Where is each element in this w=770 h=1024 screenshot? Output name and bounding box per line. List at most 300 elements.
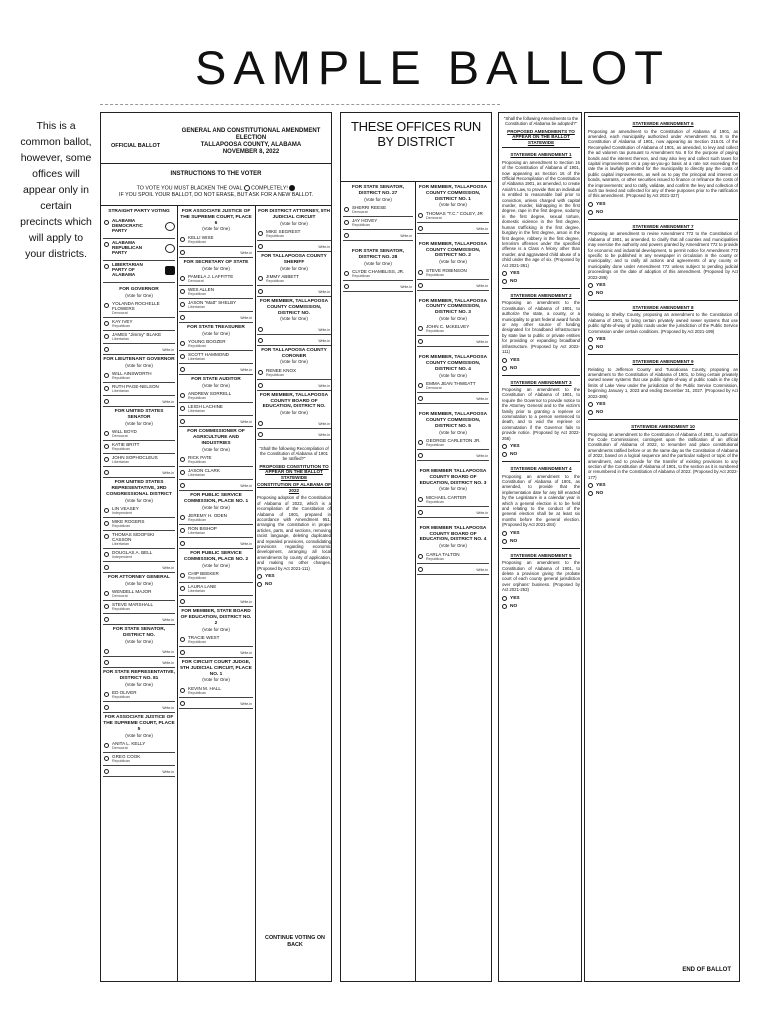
- amendment-body: Proposing an amendment to the Constitution of Alabama of 1901, to delete a provision giving the probate court of each county general jurisdiction over orphans' business. (Proposed by Act 2021-253): [502, 560, 580, 593]
- no-option[interactable]: [502, 279, 580, 284]
- vote-instruction: (Vote for One): [202, 226, 230, 232]
- write-in-label: Write-in: [318, 290, 330, 294]
- vote-oval[interactable]: [180, 406, 185, 411]
- vote-oval[interactable]: [588, 410, 593, 415]
- no-label: NO: [510, 452, 518, 458]
- candidate-party: Republican: [426, 499, 444, 504]
- vote-oval[interactable]: [104, 743, 109, 748]
- district-title: THESE OFFICES RUN BY DISTRICT: [351, 119, 481, 149]
- vote-oval[interactable]: [258, 289, 263, 294]
- vote-oval[interactable]: [104, 660, 109, 665]
- vote-oval[interactable]: [344, 207, 349, 212]
- vote-oval[interactable]: [180, 289, 185, 294]
- no-option[interactable]: [588, 410, 738, 415]
- vote-oval[interactable]: [180, 367, 185, 372]
- yes-option[interactable]: [502, 444, 580, 449]
- candidate-option[interactable]: [257, 273, 331, 286]
- write-in-option[interactable]: [417, 507, 489, 518]
- vote-oval[interactable]: [344, 271, 349, 276]
- write-in-label: Write-in: [318, 383, 330, 388]
- vote-oval[interactable]: [180, 250, 185, 255]
- vote-oval[interactable]: [104, 444, 109, 449]
- vote-oval[interactable]: [344, 220, 349, 225]
- write-in-option[interactable]: [179, 596, 253, 607]
- yes-label: YES: [596, 337, 606, 343]
- amendment: [588, 300, 738, 350]
- candidate-party: Republican: [426, 556, 444, 561]
- yes-option[interactable]: [502, 271, 580, 276]
- race-title: FOR MEMBER, TALLAPOOSA COUNTY COMMISSION, DISTRICT NO. 3: [418, 298, 488, 316]
- yes-option[interactable]: [588, 202, 738, 207]
- write-in-option[interactable]: [257, 286, 331, 297]
- candidate-option[interactable]: [343, 204, 413, 217]
- vote-oval[interactable]: [418, 440, 423, 445]
- vote-oval[interactable]: [104, 373, 109, 378]
- write-in-option[interactable]: [343, 281, 413, 292]
- candidate-option[interactable]: [103, 331, 175, 344]
- candidate-party: Republican: [112, 376, 130, 381]
- candidate-party: Democrat: [112, 594, 128, 599]
- write-in-option[interactable]: [179, 480, 253, 491]
- write-in-option[interactable]: [179, 647, 253, 658]
- candidate-option[interactable]: [103, 549, 175, 562]
- race-title: FOR STATE SENATOR, DISTRICT NO. 28: [351, 249, 405, 260]
- vote-oval[interactable]: [344, 233, 349, 238]
- vote-oval[interactable]: [104, 386, 109, 391]
- vote-oval[interactable]: [104, 604, 109, 609]
- candidate-option[interactable]: [417, 551, 489, 564]
- party-option[interactable]: [103, 261, 175, 283]
- vote-oval[interactable]: [104, 457, 109, 462]
- vote-oval[interactable]: [104, 756, 109, 761]
- no-option[interactable]: [588, 345, 738, 350]
- write-in-option[interactable]: [417, 450, 489, 461]
- race: [103, 715, 175, 777]
- yes-option[interactable]: [588, 283, 738, 288]
- candidate-option[interactable]: [179, 634, 253, 647]
- candidate-option[interactable]: [103, 753, 175, 766]
- vote-oval[interactable]: [258, 231, 263, 236]
- write-in-option[interactable]: [257, 335, 331, 346]
- no-option[interactable]: [588, 291, 738, 296]
- candidate-name: [426, 211, 483, 221]
- write-in-option[interactable]: [179, 538, 253, 549]
- vote-oval[interactable]: [344, 284, 349, 289]
- candidate-option[interactable]: [179, 403, 253, 416]
- amendment: [588, 116, 738, 215]
- vote-oval[interactable]: [258, 244, 263, 249]
- vote-oval[interactable]: [418, 497, 423, 502]
- empty-oval-icon: [244, 185, 250, 191]
- vote-instruction: (Vote for One): [280, 410, 308, 416]
- vote-oval[interactable]: [104, 347, 109, 352]
- vote-oval[interactable]: [180, 701, 185, 706]
- vote-oval[interactable]: [104, 617, 109, 622]
- candidate-option[interactable]: [343, 268, 413, 281]
- vote-oval[interactable]: [180, 354, 185, 359]
- vote-oval[interactable]: [418, 383, 423, 388]
- vote-oval[interactable]: [104, 521, 109, 526]
- write-in-label: Write-in: [162, 566, 174, 570]
- vote-oval[interactable]: [258, 370, 263, 375]
- vote-oval[interactable]: [104, 591, 109, 596]
- vote-instruction: (Vote for One): [202, 504, 230, 510]
- candidate-name: [112, 319, 133, 329]
- no-option[interactable]: [502, 604, 580, 609]
- write-in-label: Write-in: [162, 471, 174, 476]
- vote-oval[interactable]: [104, 334, 109, 339]
- candidate-option[interactable]: [417, 210, 489, 223]
- vote-oval[interactable]: [418, 326, 423, 331]
- candidate-name: [188, 513, 227, 523]
- race: [179, 551, 253, 607]
- vote-oval[interactable]: [104, 705, 109, 710]
- candidate-label: LIN VEASEY: [112, 506, 139, 511]
- yes-option[interactable]: [502, 358, 580, 363]
- vote-instruction: (Vote for One): [125, 732, 153, 738]
- candidate-name: [112, 455, 158, 465]
- vote-oval[interactable]: [104, 552, 109, 557]
- vote-instruction: (Vote for One): [202, 330, 230, 336]
- candidate-party: Libertarian: [188, 531, 205, 536]
- write-in-option[interactable]: [257, 241, 331, 252]
- amendment-body: Relating to Jefferson County and Tuscaloosa County, proposing an amendment to the Constitution of Alabama of 1901, to bring certain privately owned sewer systems that use public rights-of-way of public roads in the city limits of Lake View under the jurisdiction of the Public Service Commission, beginning January 1, 2023 and ending December 31, 2027. (Proposed by Act 2022-386): [588, 366, 738, 399]
- vote-oval[interactable]: [180, 599, 185, 604]
- candidate-label: THOMAS "T.C." COLEY, JR: [426, 210, 483, 216]
- candidate-label: THOMAS SIDOFSKI CASSON: [112, 532, 155, 542]
- candidate-option[interactable]: [103, 428, 175, 441]
- vote-oval[interactable]: [418, 396, 423, 401]
- vote-oval[interactable]: [104, 303, 109, 308]
- vote-oval[interactable]: [418, 453, 423, 458]
- vote-oval[interactable]: [104, 649, 109, 654]
- candidate-label: JOHN C. McKELVEY: [426, 324, 470, 330]
- vote-oval[interactable]: [502, 279, 507, 284]
- write-in-option[interactable]: [417, 280, 489, 291]
- candidate-name: [112, 506, 139, 516]
- vote-oval[interactable]: [502, 358, 507, 363]
- write-in-option[interactable]: [179, 312, 253, 323]
- continue-voting-label: CONTINUE VOTING ON BACK: [265, 935, 325, 948]
- write-in-option[interactable]: [179, 416, 253, 427]
- vote-oval[interactable]: [418, 283, 423, 288]
- vote-oval[interactable]: [104, 220, 109, 225]
- vote-oval[interactable]: [588, 491, 593, 496]
- vote-oval[interactable]: [104, 399, 109, 404]
- candidate-option[interactable]: [179, 351, 253, 364]
- candidate-option[interactable]: [417, 267, 489, 280]
- yes-label: YES: [510, 595, 520, 601]
- party-option[interactable]: [103, 217, 175, 239]
- candidate-option[interactable]: [179, 390, 253, 403]
- candidate-party: Libertarian: [188, 409, 205, 414]
- vote-oval[interactable]: [588, 291, 593, 296]
- write-in-label: Write-in: [476, 567, 488, 572]
- candidate-option[interactable]: [103, 383, 175, 396]
- write-in-option[interactable]: [103, 344, 175, 355]
- candidate-option[interactable]: [179, 338, 253, 351]
- vote-oval[interactable]: [588, 283, 593, 288]
- candidate-party: Republican: [266, 372, 284, 377]
- candidate-party: Republican: [188, 640, 206, 644]
- write-in-option[interactable]: [417, 336, 489, 347]
- write-in-option[interactable]: [103, 562, 175, 573]
- candidate-option[interactable]: [179, 299, 253, 312]
- instruction-line-1b: COMPLETELY!: [251, 185, 288, 192]
- divider: [177, 205, 178, 981]
- vote-oval[interactable]: [502, 596, 507, 601]
- write-in-option[interactable]: [417, 393, 489, 404]
- candidate-option[interactable]: [103, 518, 175, 531]
- district-race: [417, 526, 489, 575]
- candidate-option[interactable]: [103, 588, 175, 601]
- candidate-option[interactable]: [103, 441, 175, 454]
- candidate-option[interactable]: [103, 454, 175, 467]
- ballot-main: [100, 112, 332, 982]
- vote-oval[interactable]: [180, 541, 185, 546]
- vote-oval[interactable]: [104, 431, 109, 436]
- vote-oval[interactable]: [104, 470, 109, 475]
- vote-oval[interactable]: [104, 565, 109, 570]
- write-in-option[interactable]: [257, 418, 331, 429]
- candidate-label: WILL AINSWORTH: [112, 371, 152, 377]
- vote-oval[interactable]: [258, 338, 263, 343]
- write-in-option[interactable]: [103, 467, 175, 478]
- vote-oval[interactable]: [180, 483, 185, 488]
- race: [179, 493, 253, 549]
- vote-oval[interactable]: [418, 510, 423, 515]
- write-in-option[interactable]: [343, 230, 413, 241]
- no-option[interactable]: [588, 210, 738, 215]
- candidate-option[interactable]: [257, 228, 331, 241]
- vote-oval[interactable]: [258, 276, 263, 281]
- candidate-option[interactable]: [179, 570, 253, 583]
- vote-oval[interactable]: [588, 202, 593, 207]
- no-option[interactable]: [502, 539, 580, 544]
- candidate-option[interactable]: [179, 685, 253, 698]
- district-race: [417, 412, 489, 461]
- candidate-option[interactable]: [257, 367, 331, 380]
- amendment-body: Proposing an amendment to the Constitution of Alabama of 1901, to authorize the state, a county, or a municipality to grant federal award funds or any other source of funding designated for broadband infrastructure by state law to public or private entities for providing or expanding broadband infrastructure. (Proposed by Act 2022-111): [502, 300, 580, 355]
- vote-oval[interactable]: [104, 321, 109, 326]
- vote-oval[interactable]: [180, 586, 185, 591]
- vote-oval[interactable]: [180, 419, 185, 424]
- vote-oval[interactable]: [258, 383, 263, 388]
- candidate-option[interactable]: [103, 531, 175, 549]
- vote-instruction: (Vote for One): [364, 196, 392, 202]
- write-in-option[interactable]: [103, 766, 175, 777]
- vote-oval[interactable]: [502, 366, 507, 371]
- vote-oval[interactable]: [104, 508, 109, 513]
- race-title: FOR MEMBER, TALLAPOOSA COUNTY COMMISSION, DISTRICT NO. 2: [418, 241, 488, 259]
- candidate-option[interactable]: [417, 323, 489, 336]
- candidate-option[interactable]: [179, 454, 253, 467]
- vote-oval[interactable]: [418, 226, 423, 231]
- vote-oval[interactable]: [180, 637, 185, 642]
- candidate-option[interactable]: [179, 467, 253, 480]
- race: [257, 299, 331, 346]
- write-in-option[interactable]: [103, 646, 175, 657]
- candidate-label: TRACIE WEST: [188, 635, 220, 640]
- vote-oval[interactable]: [588, 483, 593, 488]
- yes-option[interactable]: [588, 337, 738, 342]
- candidate-label: RUTH PAGE-NELSON: [112, 384, 159, 390]
- vote-oval[interactable]: [104, 692, 109, 697]
- vote-oval[interactable]: [418, 339, 423, 344]
- candidate-party: Republican: [188, 344, 206, 349]
- race: [103, 287, 175, 355]
- yes-label: YES: [510, 357, 520, 363]
- candidate-label: DOUGLAS A. BELL: [112, 550, 153, 555]
- recompilation-title: PROPOSED CONSTITUTION TO APPEAR ON THE BALLOT STATEWIDE: [259, 463, 329, 480]
- candidate-party: Democrat: [426, 215, 442, 220]
- write-in-option[interactable]: [179, 364, 253, 375]
- candidate-option[interactable]: [103, 318, 175, 331]
- write-in-label: Write-in: [476, 226, 488, 231]
- vote-oval[interactable]: [180, 515, 185, 520]
- vote-oval[interactable]: [104, 534, 109, 539]
- candidate-option[interactable]: [343, 217, 413, 230]
- candidate-option[interactable]: [179, 234, 253, 247]
- candidate-label: JEREMY H. ODEN: [188, 513, 227, 519]
- no-option[interactable]: [588, 491, 738, 496]
- write-in-label: Write-in: [318, 245, 330, 249]
- vote-oval[interactable]: [104, 242, 109, 247]
- vote-oval[interactable]: [588, 337, 593, 342]
- vote-instruction: (Vote for One): [439, 429, 467, 435]
- yes-option[interactable]: [257, 574, 331, 579]
- vote-oval[interactable]: [258, 421, 263, 426]
- race-title: FOR MEMBER, TALLAPOOSA COUNTY COMMISSION, DISTRICT NO. 5: [418, 412, 488, 429]
- candidate-option[interactable]: [103, 601, 175, 614]
- vote-oval[interactable]: [180, 302, 185, 307]
- vote-oval[interactable]: [180, 276, 185, 281]
- vote-oval[interactable]: [418, 554, 423, 559]
- no-option[interactable]: [502, 452, 580, 457]
- write-in-option[interactable]: [103, 396, 175, 407]
- vote-oval[interactable]: [588, 402, 593, 407]
- vote-oval[interactable]: [258, 327, 263, 332]
- write-in-option[interactable]: [179, 247, 253, 258]
- write-in-option[interactable]: [417, 564, 489, 575]
- candidate-label: ANDREW SORRELL: [188, 391, 232, 397]
- vote-oval[interactable]: [502, 444, 507, 449]
- yes-option[interactable]: [588, 402, 738, 407]
- rooster-emblem-icon: [165, 222, 175, 231]
- candidate-option[interactable]: [417, 380, 489, 393]
- vote-oval[interactable]: [180, 528, 185, 533]
- vote-oval[interactable]: [180, 315, 185, 320]
- vote-oval[interactable]: [180, 573, 185, 578]
- candidate-option[interactable]: [179, 583, 253, 596]
- amendment-title: STATEWIDE AMENDMENT 8: [632, 304, 694, 310]
- race: [257, 393, 331, 440]
- vote-oval[interactable]: [180, 237, 185, 242]
- vote-oval[interactable]: [258, 432, 263, 437]
- no-label: NO: [510, 278, 518, 284]
- candidate-party: Republican: [112, 607, 130, 612]
- vote-oval[interactable]: [180, 457, 185, 462]
- vote-oval[interactable]: [502, 539, 507, 544]
- vote-oval[interactable]: [180, 393, 185, 398]
- no-option[interactable]: [257, 582, 331, 587]
- vote-oval[interactable]: [418, 567, 423, 572]
- candidate-option[interactable]: [417, 494, 489, 507]
- candidate-option[interactable]: [103, 370, 175, 383]
- vote-oval[interactable]: [502, 604, 507, 609]
- write-in-option[interactable]: [257, 380, 331, 391]
- write-in-label: Write-in: [318, 421, 330, 426]
- vote-oval[interactable]: [257, 574, 262, 579]
- write-in-label: Write-in: [476, 340, 488, 345]
- yes-option[interactable]: [502, 596, 580, 601]
- write-in-label: Write-in: [162, 650, 174, 655]
- vote-oval[interactable]: [180, 650, 185, 655]
- candidate-name: [112, 532, 175, 547]
- candidate-option[interactable]: [179, 512, 253, 525]
- write-in-option[interactable]: [103, 614, 175, 625]
- write-in-option[interactable]: [179, 698, 253, 709]
- race: [103, 409, 175, 478]
- vote-oval[interactable]: [418, 213, 423, 218]
- candidate-option[interactable]: [103, 300, 175, 318]
- no-label: NO: [510, 365, 518, 371]
- vote-instruction: (Vote for One): [280, 316, 308, 322]
- candidate-option[interactable]: [417, 437, 489, 450]
- candidate-name: [426, 552, 460, 562]
- no-option[interactable]: [502, 366, 580, 371]
- candidate-party: Republican: [112, 324, 130, 328]
- vote-oval[interactable]: [502, 452, 507, 457]
- vote-oval[interactable]: [104, 264, 109, 269]
- write-in-option[interactable]: [103, 702, 175, 713]
- candidate-label: STEVE MARSHALL: [112, 602, 154, 608]
- vote-oval[interactable]: [104, 769, 109, 774]
- candidate-party: Republican: [266, 234, 284, 238]
- candidate-option[interactable]: [103, 689, 175, 702]
- write-in-label: Write-in: [400, 285, 412, 289]
- candidate-party: Republican: [188, 690, 206, 695]
- candidate-option[interactable]: [103, 505, 175, 518]
- candidate-option[interactable]: [179, 525, 253, 538]
- vote-oval[interactable]: [588, 345, 593, 350]
- vote-oval[interactable]: [180, 341, 185, 346]
- candidate-party: Independent: [112, 511, 132, 515]
- candidate-option[interactable]: [179, 286, 253, 299]
- write-in-option[interactable]: [257, 429, 331, 440]
- yes-option[interactable]: [588, 483, 738, 488]
- write-in-option[interactable]: [103, 657, 175, 668]
- yes-option[interactable]: [502, 531, 580, 536]
- vote-oval[interactable]: [502, 271, 507, 276]
- vote-oval[interactable]: [180, 470, 185, 475]
- party-option[interactable]: [103, 239, 175, 261]
- vote-instruction: (Vote for One): [202, 626, 230, 632]
- vote-oval[interactable]: [257, 582, 262, 587]
- constitution-body: Proposing adoption of the Constitution of Alabama of 2022, which is a recompilation of the Constitution of Alabama of 1901, prepared in accordance with Amendment 951, arranging the constitution in proper articles, parts, and sections, removing racist language, deleting duplicated and repealed provisions, consolidating provisions regarding economic development, arranging all local amendments by county of application, and making no other changes. (Proposed by Act 2021-111): [257, 495, 331, 571]
- vote-oval[interactable]: [502, 531, 507, 536]
- candidate-name: [188, 526, 217, 536]
- vote-oval[interactable]: [588, 210, 593, 215]
- candidate-option[interactable]: [103, 740, 175, 753]
- amendments-panel-1: [498, 112, 582, 982]
- vote-oval[interactable]: [418, 270, 423, 275]
- vote-oval[interactable]: [180, 688, 185, 693]
- race-title: FOR ASSOCIATE JUSTICE OF THE SUPREME COURT, PLACE 6: [180, 209, 252, 226]
- write-in-option[interactable]: [417, 223, 489, 234]
- write-in-option[interactable]: [257, 324, 331, 335]
- candidate-option[interactable]: [179, 273, 253, 286]
